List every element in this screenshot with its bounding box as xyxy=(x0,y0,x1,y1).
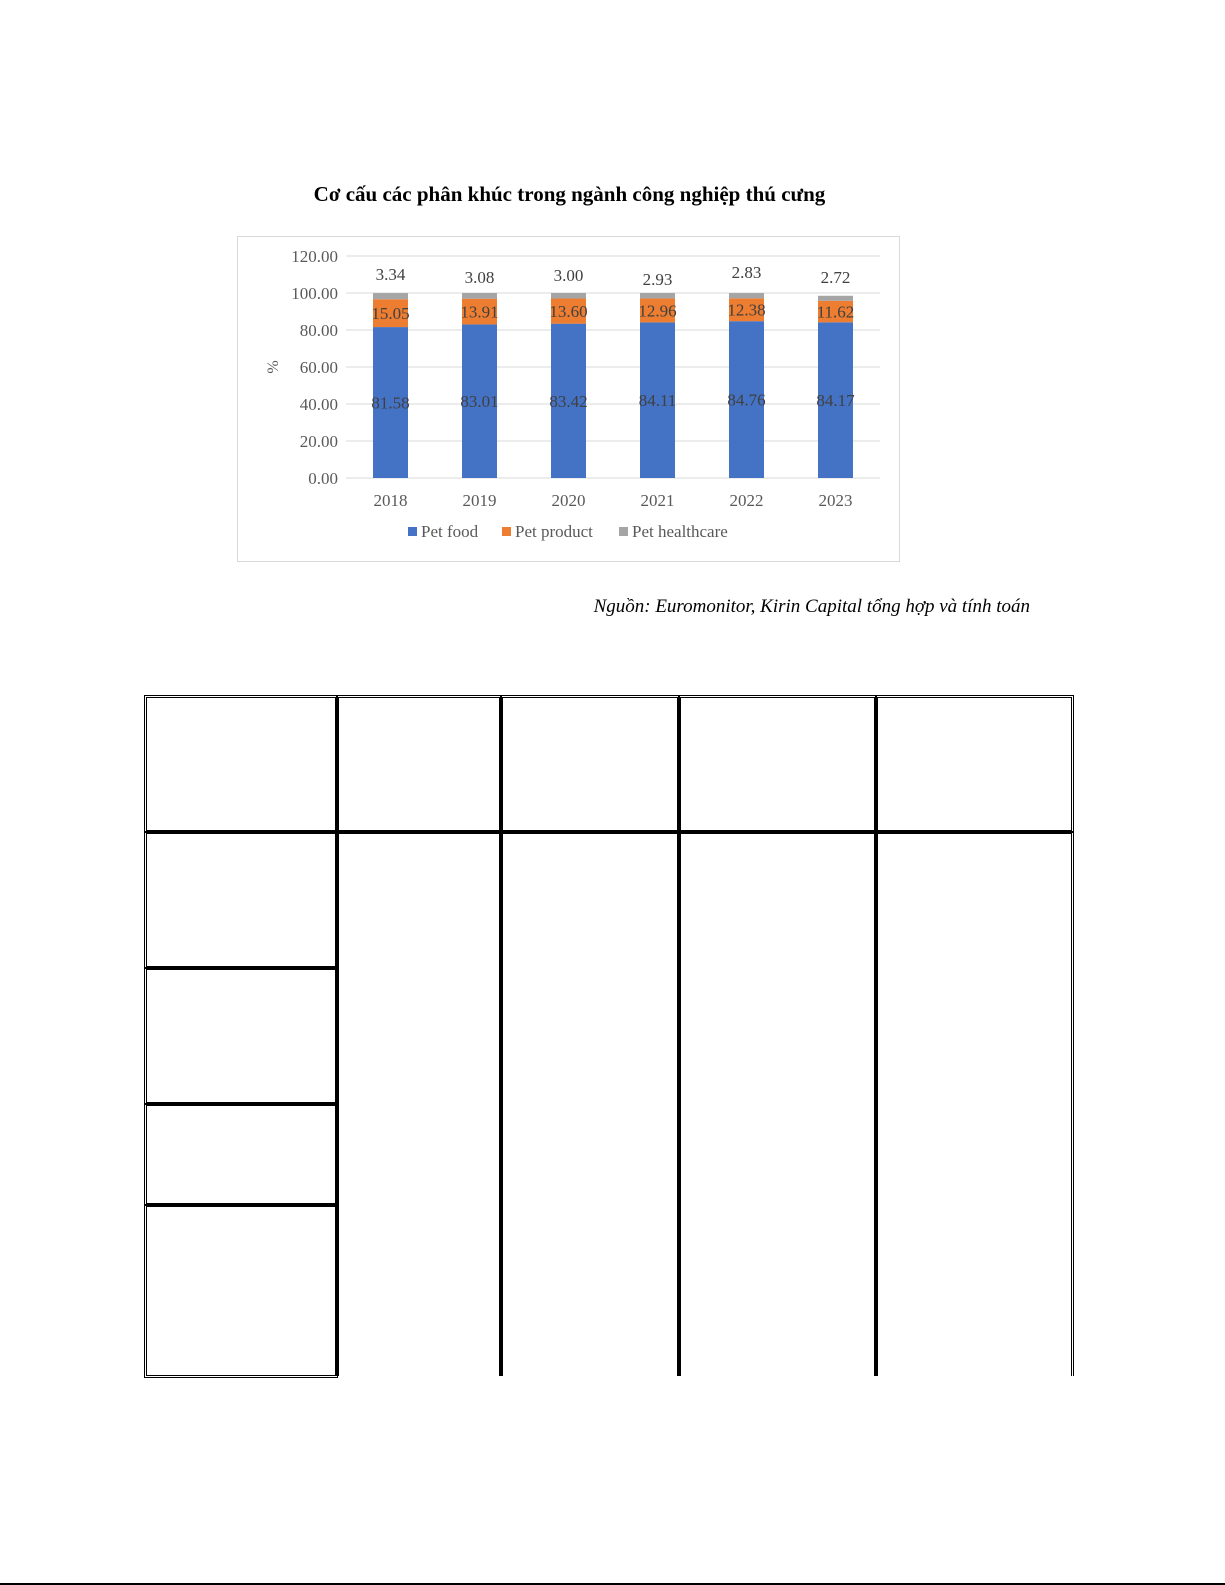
y-tick-label: 120.00 xyxy=(291,247,338,266)
chart-title: Cơ cấu các phân khúc trong ngành công nghiệp thú cưng xyxy=(313,182,826,206)
table-header-cell xyxy=(875,695,1074,833)
stacked-bar-chart xyxy=(238,237,899,561)
legend-label: Pet healthcare xyxy=(632,522,728,541)
table-header-cell xyxy=(500,695,680,833)
data-label: 2.72 xyxy=(820,268,851,287)
legend-swatch xyxy=(502,527,511,536)
table-body-cell xyxy=(500,831,680,1376)
x-tick-label: 2023 xyxy=(818,491,853,510)
table-body-cell xyxy=(875,831,1074,1376)
table-body-cell xyxy=(678,831,877,1376)
x-tick-label: 2020 xyxy=(551,491,586,510)
bar-segment-pet-healthcare xyxy=(818,296,853,301)
data-label: 3.34 xyxy=(375,265,406,284)
data-label: 13.91 xyxy=(460,302,499,322)
source-note: Nguồn: Euromonitor, Kirin Capital tổng hợp và tính toán xyxy=(593,596,1030,617)
y-tick-label: 100.00 xyxy=(291,284,338,303)
y-tick-label: 0.00 xyxy=(308,469,338,488)
bar-segment-pet-healthcare xyxy=(373,293,408,299)
bar-segment-pet-healthcare xyxy=(462,293,497,299)
data-label: 83.01 xyxy=(460,392,499,412)
y-tick-label: 20.00 xyxy=(299,432,338,451)
legend-swatch xyxy=(619,527,628,536)
data-label: 12.96 xyxy=(638,301,677,321)
table-header-cell xyxy=(336,695,502,833)
legend-label: Pet food xyxy=(421,522,479,541)
data-label: 3.00 xyxy=(553,266,584,285)
table-row-label-cell xyxy=(144,1103,338,1206)
bar-segment-pet-healthcare xyxy=(551,293,586,299)
bar-segment-pet-healthcare xyxy=(640,293,675,298)
data-label: 84.11 xyxy=(638,391,677,411)
table-row-label-cell xyxy=(144,967,338,1105)
data-label: 81.58 xyxy=(371,393,410,413)
data-label: 84.17 xyxy=(816,391,855,411)
data-label: 13.60 xyxy=(549,302,588,322)
bar-segment-pet-healthcare xyxy=(729,293,764,298)
data-label: 83.42 xyxy=(549,391,588,411)
table-header-cell xyxy=(678,695,877,833)
legend-swatch xyxy=(408,527,417,536)
y-tick-label: 40.00 xyxy=(299,395,338,414)
x-tick-label: 2021 xyxy=(640,491,675,510)
data-label: 12.38 xyxy=(727,300,766,320)
data-label: 3.08 xyxy=(464,268,495,287)
legend-label: Pet product xyxy=(515,522,593,541)
table-header-cell xyxy=(144,695,338,833)
data-label: 84.76 xyxy=(727,390,766,410)
table-body-cell xyxy=(336,831,502,1376)
x-tick-label: 2022 xyxy=(729,491,764,510)
table-row-label-cell xyxy=(144,831,338,969)
data-label: 2.93 xyxy=(642,270,673,289)
data-label: 11.62 xyxy=(816,302,855,322)
chart-area xyxy=(237,236,900,562)
x-tick-label: 2018 xyxy=(373,491,408,510)
y-tick-label: 80.00 xyxy=(299,321,338,340)
x-tick-label: 2019 xyxy=(462,491,497,510)
y-axis-label: % xyxy=(265,360,282,374)
data-label: 2.83 xyxy=(731,263,762,282)
data-label: 15.05 xyxy=(371,304,410,324)
y-tick-label: 60.00 xyxy=(299,358,338,377)
table-row-label-cell xyxy=(144,1204,338,1378)
